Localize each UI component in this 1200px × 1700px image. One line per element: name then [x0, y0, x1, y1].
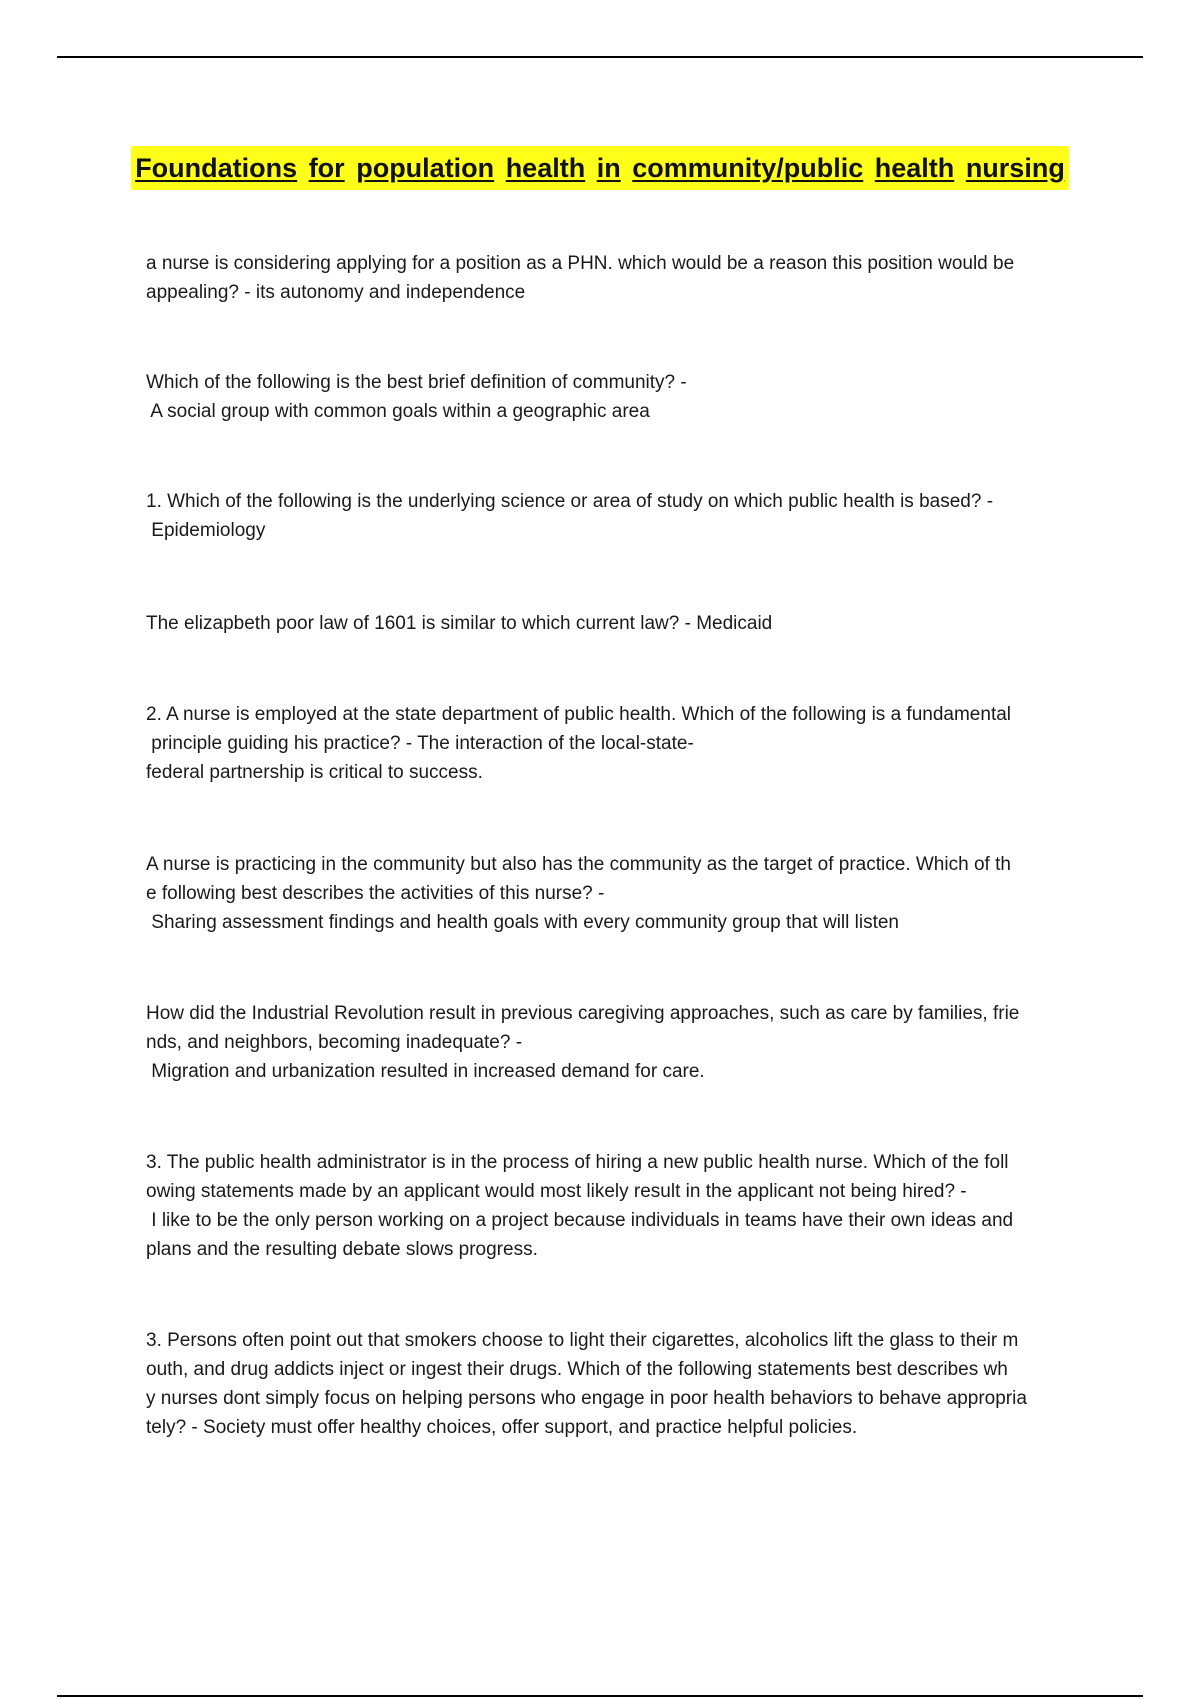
qa-line: federal partnership is critical to success. — [146, 762, 483, 783]
qa-entry — [146, 999, 1096, 1086]
qa-line: How did the Industrial Revolution result in previous caregiving approaches, such as care by families, frie — [146, 1003, 1020, 1024]
qa-line: Which of the following is the best brief definition of community? - — [146, 372, 687, 393]
title-word: population — [356, 153, 495, 183]
title-word: community/public — [632, 153, 864, 183]
title-word: nursing — [965, 153, 1065, 183]
top-rule — [57, 56, 1143, 58]
qa-line: outh, and drug addicts inject or ingest their drugs. Which of the following statements best describes wh — [146, 1359, 1008, 1380]
qa-line: e following best describes the activities of this nurse? - — [146, 883, 605, 904]
qa-line: Sharing assessment findings and health goals with every community group that will listen — [146, 912, 899, 933]
title-word: health — [505, 153, 586, 183]
document-title — [131, 146, 1069, 190]
qa-entry — [146, 1148, 1096, 1264]
title-word: Foundations — [135, 153, 298, 183]
qa-line: A social group with common goals within a geographic area — [146, 401, 650, 422]
qa-entry — [146, 850, 1096, 937]
bottom-rule — [57, 1695, 1143, 1697]
qa-line: 2. A nurse is employed at the state department of public health. Which of the following is a fundamental — [146, 704, 1012, 725]
qa-line: 1. Which of the following is the underlying science or area of study on which public health is based? - — [146, 491, 994, 512]
title-word: health — [874, 153, 955, 183]
qa-entry — [146, 249, 1096, 307]
qa-line: nds, and neighbors, becoming inadequate? - — [146, 1032, 523, 1053]
title-container — [0, 146, 1200, 190]
qa-line: A nurse is practicing in the community but also has the community as the target of practice. Which of th — [146, 854, 1011, 875]
qa-line: tely? - Society must offer healthy choices, offer support, and practice helpful policies. — [146, 1417, 858, 1438]
qa-line: a nurse is considering applying for a position as a PHN. which would be a reason this position would be — [146, 253, 1015, 274]
qa-entry — [146, 1326, 1096, 1442]
qa-line: I like to be the only person working on a project because individuals in teams have their own ideas and — [146, 1210, 1014, 1231]
qa-entry — [146, 487, 1096, 545]
qa-line: Epidemiology — [146, 520, 266, 541]
qa-entry — [146, 609, 1096, 638]
qa-line: 3. Persons often point out that smokers choose to light their cigarettes, alcoholics lift the glass to their m — [146, 1330, 1019, 1351]
title-word: for — [308, 153, 345, 183]
qa-line: plans and the resulting debate slows progress. — [146, 1239, 538, 1260]
qa-entry — [146, 700, 1096, 787]
qa-line: appealing? - its autonomy and independence — [146, 282, 526, 303]
qa-entry — [146, 368, 1096, 426]
qa-line: Migration and urbanization resulted in increased demand for care. — [146, 1061, 705, 1082]
qa-line: 3. The public health administrator is in the process of hiring a new public health nurse. Which of the foll — [146, 1152, 1009, 1173]
qa-line: owing statements made by an applicant would most likely result in the applicant not being hired? - — [146, 1181, 967, 1202]
qa-line: The elizapbeth poor law of 1601 is similar to which current law? - Medicaid — [146, 613, 773, 634]
title-word: in — [596, 153, 621, 183]
qa-line: y nurses dont simply focus on helping persons who engage in poor health behaviors to behave appropria — [146, 1388, 1027, 1409]
qa-line: principle guiding his practice? - The interaction of the local-state- — [146, 733, 694, 754]
